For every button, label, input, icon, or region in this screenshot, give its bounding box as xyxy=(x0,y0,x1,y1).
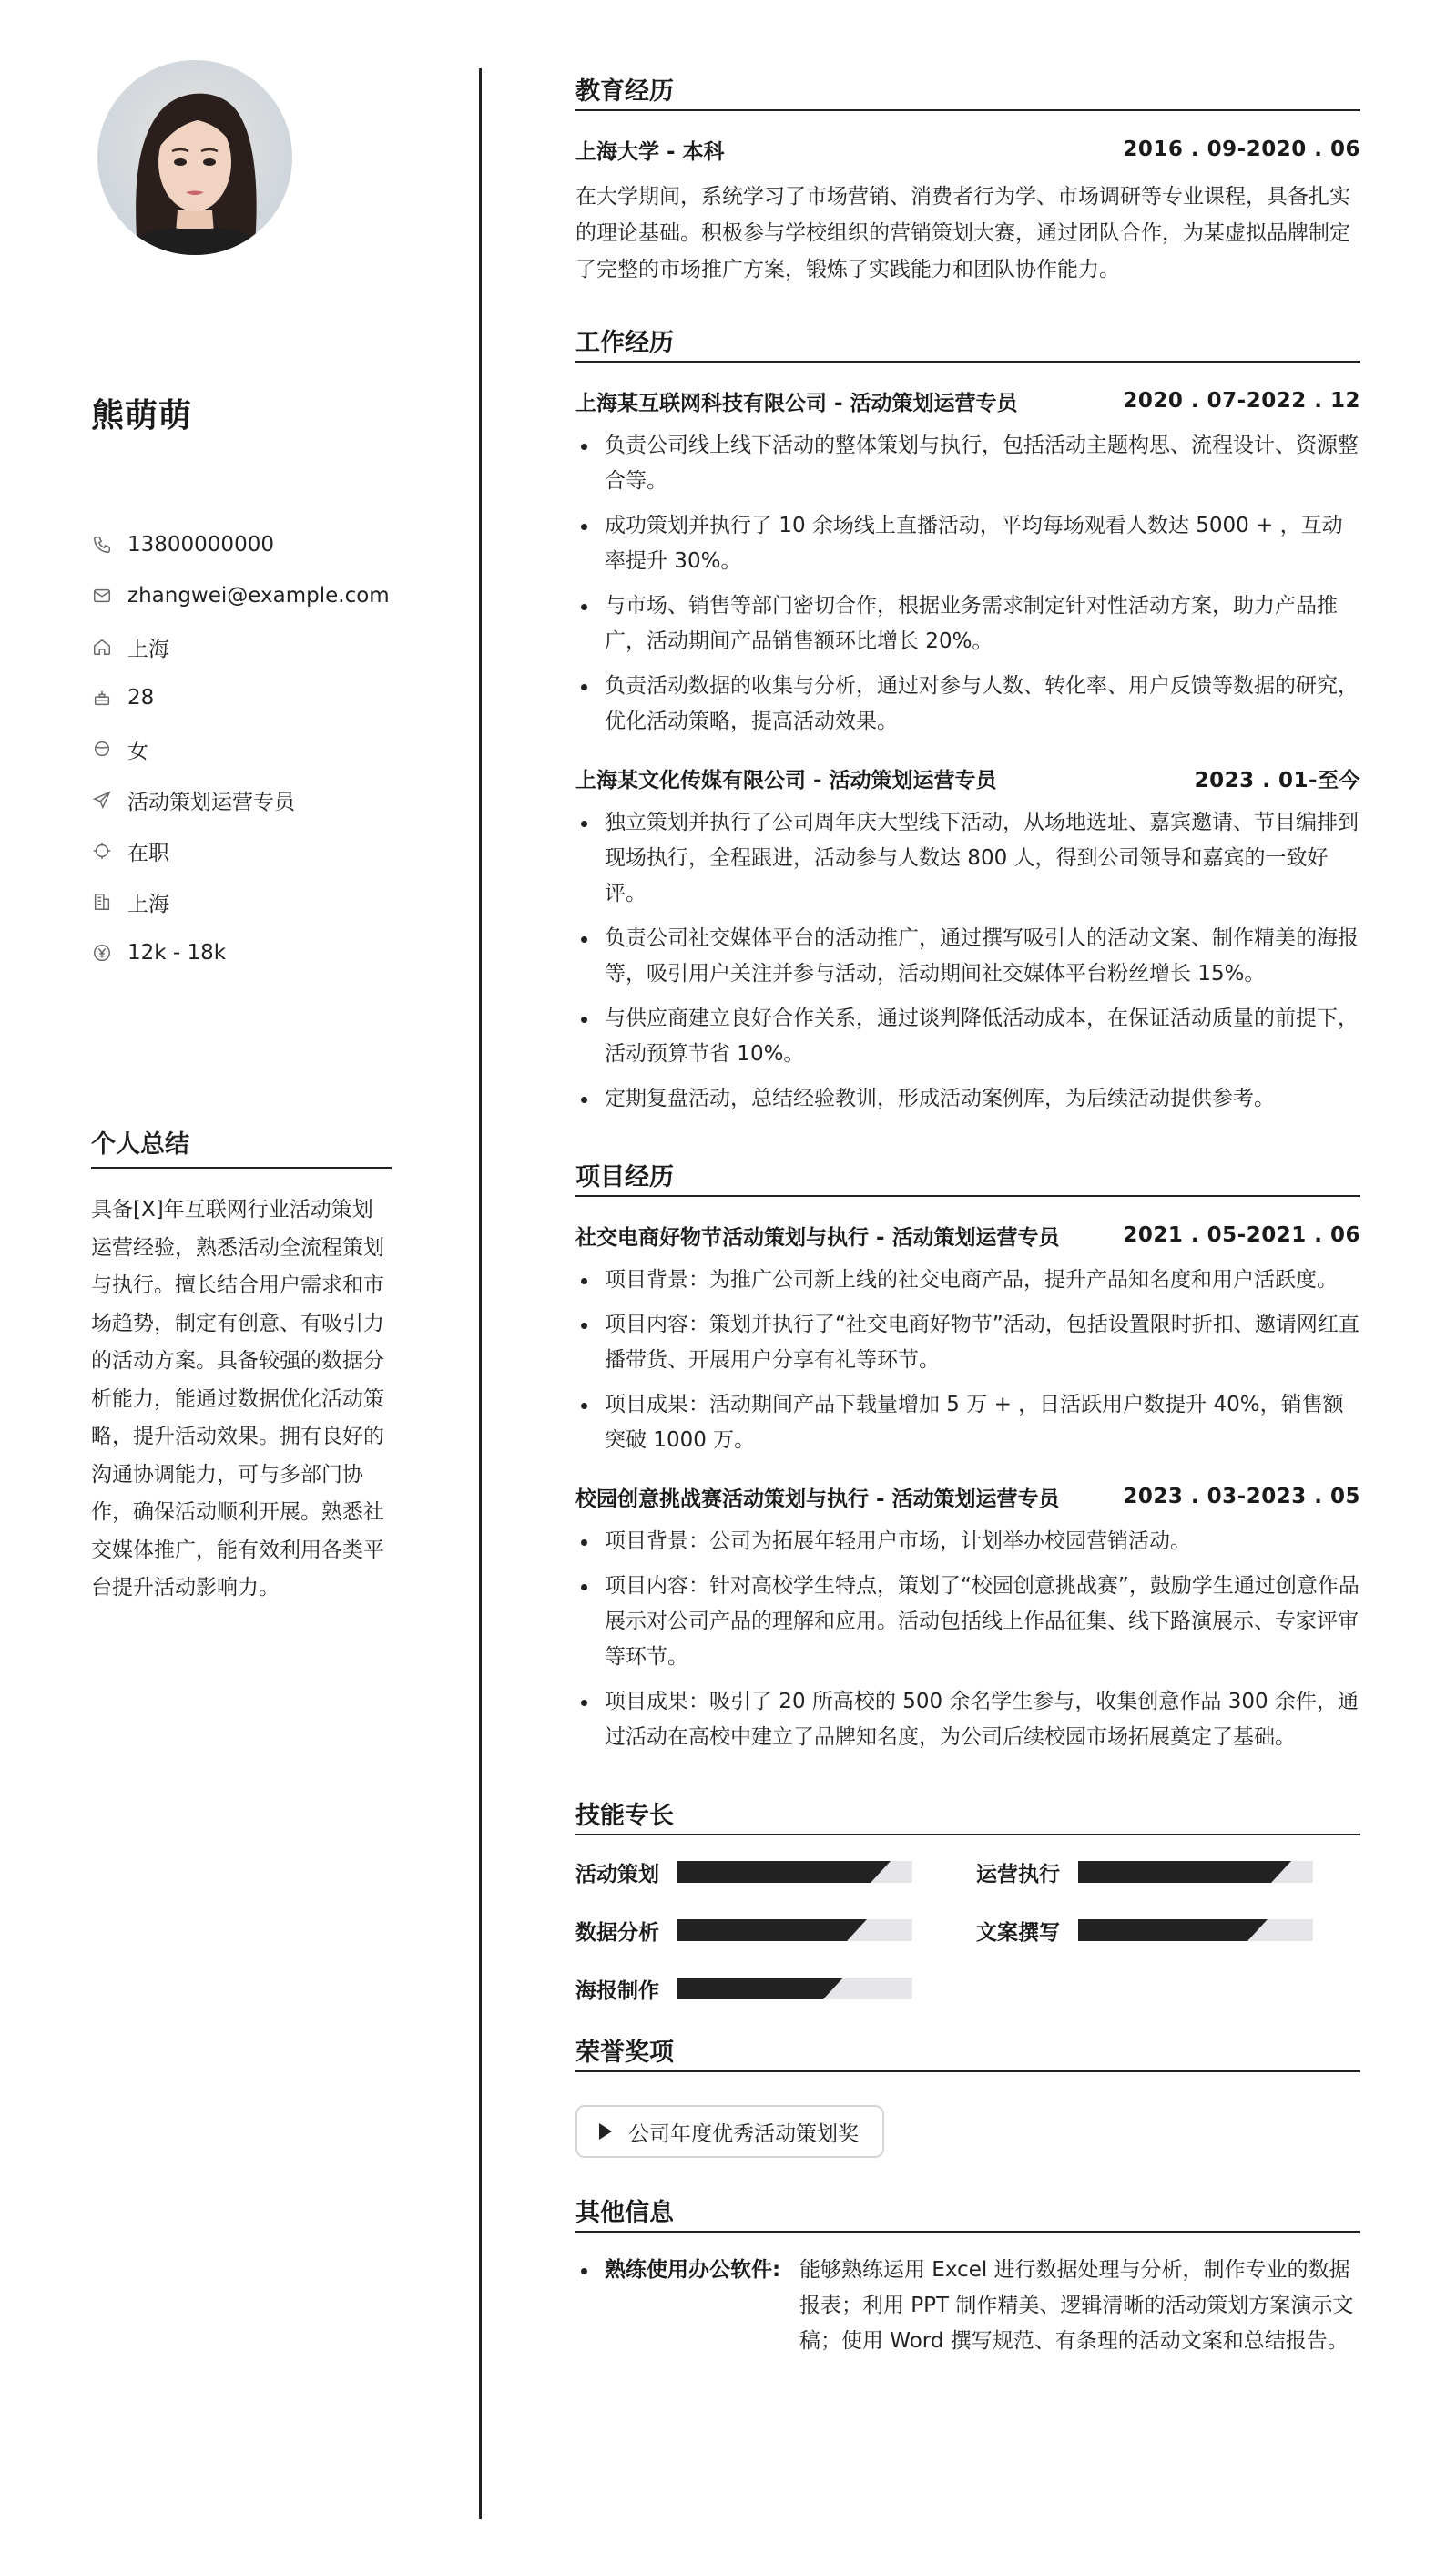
list-item: 项目成果：活动期间产品下载量增加 5 万 + ，日活跃用户数提升 40%，销售额突破 1000 万。 xyxy=(575,1387,1360,1458)
skill-bar xyxy=(677,1978,912,1999)
skill-item xyxy=(575,1972,976,2005)
avatar xyxy=(97,60,292,255)
awards-section xyxy=(575,2032,1360,2158)
skill-bar-fill xyxy=(677,1978,823,1999)
contact-info-list xyxy=(91,519,392,978)
location-text: 上海 xyxy=(127,637,169,661)
list-item: 负责活动数据的收集与分析，通过对参与人数、转化率、用户反馈等数据的研究，优化活动策略，提高活动效果。 xyxy=(575,669,1360,740)
salary-icon xyxy=(91,942,113,964)
work-title: 工作经历 xyxy=(575,322,1360,363)
skills-title: 技能专长 xyxy=(575,1795,1360,1835)
skill-bar-fill xyxy=(1078,1919,1247,1941)
skill-name: 海报制作 xyxy=(575,1978,659,2003)
play-icon xyxy=(599,2123,612,2140)
skill-bar xyxy=(1078,1919,1313,1941)
project-name: 社交电商好物节活动策划与执行 - 活动策划运营专员 xyxy=(575,1225,1060,1250)
skill-item xyxy=(976,1855,1359,1888)
other-title: 其他信息 xyxy=(575,2193,1360,2233)
other-info-label: 熟练使用办公软件: xyxy=(605,2258,781,2282)
work-section xyxy=(575,322,1360,1117)
project-entry-header xyxy=(575,1217,1360,1253)
age-text: 28 xyxy=(127,686,155,710)
work-date: 2020 . 07-2022 . 12 xyxy=(1123,389,1360,413)
project-date: 2023 . 03-2023 . 05 xyxy=(1123,1485,1360,1508)
list-item: 与市场、销售等部门密切合作，根据业务需求制定针对性活动方案，助力产品推广，活动期间产品销售额环比增长 20%。 xyxy=(575,588,1360,659)
skill-bar-fill xyxy=(677,1919,847,1941)
main-content xyxy=(575,71,1360,2381)
skills-grid xyxy=(575,1855,1360,2005)
gender-item xyxy=(91,723,392,774)
skill-name: 活动策划 xyxy=(575,1862,659,1886)
skill-bar-fill xyxy=(677,1861,871,1883)
position-item xyxy=(91,774,392,825)
skill-bar xyxy=(677,1861,912,1883)
list-item: 独立策划并执行了公司周年庆大型线下活动，从场地选址、嘉宾邀请、节目编排到现场执行，全程跟进，活动参与人数达 800 人，得到公司领导和嘉宾的一致好评。 xyxy=(575,805,1360,912)
home-icon xyxy=(91,636,113,658)
position-text: 活动策划运营专员 xyxy=(127,790,295,814)
bullet-dot xyxy=(575,2253,605,2359)
skill-bar-fill xyxy=(1078,1861,1271,1883)
skill-bar xyxy=(677,1919,912,1941)
skill-item xyxy=(575,1914,976,1947)
project-entry-header xyxy=(575,1478,1360,1515)
email-icon xyxy=(91,585,113,607)
awards-title: 荣誉奖项 xyxy=(575,2032,1360,2072)
location-item xyxy=(91,621,392,672)
education-entry-header xyxy=(575,131,1360,168)
status-item xyxy=(91,825,392,876)
skill-name: 数据分析 xyxy=(575,1920,659,1945)
building-icon xyxy=(91,891,113,913)
status-icon xyxy=(91,840,113,862)
skill-item xyxy=(575,1855,976,1888)
email-item xyxy=(91,570,392,621)
work-entry-header xyxy=(575,383,1360,419)
skill-name: 运营执行 xyxy=(976,1862,1060,1886)
list-item: 项目内容：策划并执行了“社交电商好物节”活动，包括设置限时折扣、邀请网红直播带货、开展用户分享有礼等环节。 xyxy=(575,1307,1360,1378)
gender-icon xyxy=(91,738,113,760)
email-text: zhangwei@example.com xyxy=(127,584,390,608)
skill-bar xyxy=(1078,1861,1313,1883)
work-date: 2023 . 01-至今 xyxy=(1194,768,1360,792)
list-item: 成功策划并执行了 10 余场线上直播活动，平均每场观看人数达 5000 + ，互动率提升 30%。 xyxy=(575,508,1360,579)
work-company: 上海某互联网科技有限公司 - 活动策划运营专员 xyxy=(575,391,1018,415)
list-item: 项目背景：为推广公司新上线的社交电商产品，提升产品知名度和用户活跃度。 xyxy=(575,1262,1360,1298)
skill-item xyxy=(976,1914,1359,1947)
education-date: 2016 . 09-2020 . 06 xyxy=(1123,138,1360,161)
award-item-button[interactable] xyxy=(575,2105,884,2158)
work-company: 上海某文化传媒有限公司 - 活动策划运营专员 xyxy=(575,768,997,792)
projects-title: 项目经历 xyxy=(575,1157,1360,1197)
candidate-name: 熊萌萌 xyxy=(91,397,193,434)
age-item xyxy=(91,672,392,723)
education-desc: 在大学期间，系统学习了市场营销、消费者行为学、市场调研等专业课程，具备扎实的理论基础。积极参与学校组织的营销策划大赛，通过团队合作，为某虚拟品牌制定了完整的市场推广方案，锻炼了实践能力和团队协作能力。 xyxy=(575,185,1350,281)
city-text: 上海 xyxy=(127,892,169,916)
list-item: 项目内容：针对高校学生特点，策划了“校园创意挑战赛”，鼓励学生通过创意作品展示对公司产品的理解和应用。活动包括线上作品征集、线下路演展示、专家评审等环节。 xyxy=(575,1569,1360,1675)
skill-name: 文案撰写 xyxy=(976,1920,1060,1945)
phone-item xyxy=(91,519,392,570)
work-bullets xyxy=(575,428,1360,740)
city-item xyxy=(91,876,392,927)
phone-text: 13800000000 xyxy=(127,533,274,557)
project-bullets xyxy=(575,1262,1360,1458)
list-item: 定期复盘活动，总结经验教训，形成活动案例库，为后续活动提供参考。 xyxy=(575,1081,1360,1117)
cake-icon xyxy=(91,687,113,709)
education-school: 上海大学 - 本科 xyxy=(575,139,725,164)
work-bullets xyxy=(575,805,1360,1117)
project-name: 校园创意挑战赛活动策划与执行 - 活动策划运营专员 xyxy=(575,1487,1060,1511)
summary-text: 具备[X]年互联网行业活动策划运营经验，熟悉活动全流程策划与执行。擅长结合用户需求和市场趋势，制定有创意、有吸引力的活动方案。具备较强的数据分析能力，能通过数据优化活动策略，提升活动效果。拥有良好的沟通协调能力，可与多部门协作，确保活动顺利开展。熟悉社交媒体推广，能有效利用各类平台提升活动影响力。 xyxy=(91,1198,384,1600)
column-divider xyxy=(479,68,482,2519)
summary-title: 个人总结 xyxy=(91,1124,392,1169)
projects-section xyxy=(575,1157,1360,1755)
work-entry-header xyxy=(575,760,1360,796)
phone-icon xyxy=(91,534,113,556)
salary-item xyxy=(91,927,392,978)
send-icon xyxy=(91,789,113,811)
list-item: 负责公司社交媒体平台的活动推广，通过撰写吸引人的活动文案、制作精美的海报等，吸引用户关注并参与活动，活动期间社交媒体平台粉丝增长 15%。 xyxy=(575,921,1360,992)
education-section xyxy=(575,71,1360,288)
project-date: 2021 . 05-2021 . 06 xyxy=(1123,1223,1360,1247)
skills-section xyxy=(575,1795,1360,2005)
status-text: 在职 xyxy=(127,841,169,865)
list-item: 项目背景：公司为拓展年轻用户市场，计划举办校园营销活动。 xyxy=(575,1524,1360,1559)
award-label: 公司年度优秀活动策划奖 xyxy=(628,2121,859,2146)
other-info-text: 能够熟练运用 Excel 进行数据处理与分析，制作专业的数据报表；利用 PPT 制作精美、逻辑清晰的活动策划方案演示文稿；使用 Word 撰写规范、有条理的活动文案和总结报告。 xyxy=(799,2258,1354,2353)
list-item: 项目成果：吸引了 20 所高校的 500 余名学生参与，收集创意作品 300 余件，通过活动在高校中建立了品牌知名度，为公司后续校园市场拓展奠定了基础。 xyxy=(575,1684,1360,1755)
project-bullets xyxy=(575,1524,1360,1755)
other-info-item xyxy=(575,2253,1360,2359)
list-item: 负责公司线上线下活动的整体策划与执行，包括活动主题构思、流程设计、资源整合等。 xyxy=(575,428,1360,499)
education-title: 教育经历 xyxy=(575,71,1360,111)
gender-text: 女 xyxy=(127,739,148,763)
salary-text: 12k - 18k xyxy=(127,941,227,965)
list-item: 与供应商建立良好合作关系，通过谈判降低活动成本，在保证活动质量的前提下，活动预算节省 10%。 xyxy=(575,1001,1360,1072)
other-section xyxy=(575,2193,1360,2359)
